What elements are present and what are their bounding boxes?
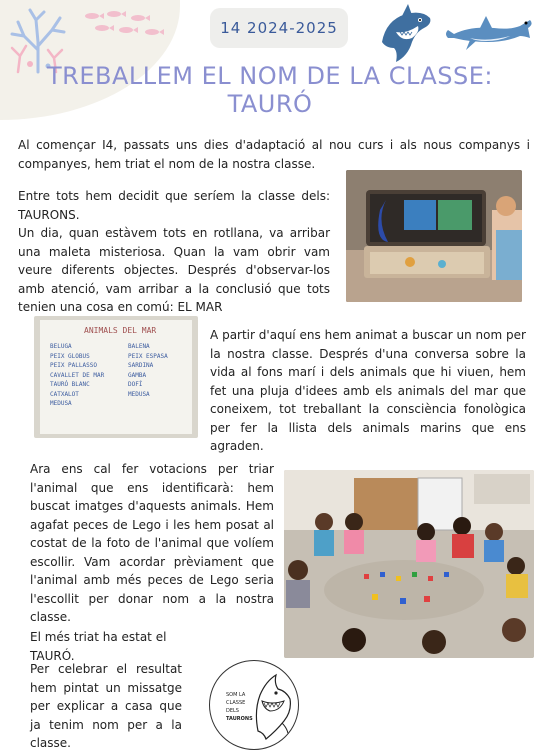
logo-line: TAURONS [226, 716, 253, 722]
voting-circle-photo [284, 470, 534, 658]
logo-line: CLASSE [226, 700, 246, 706]
list-item: BALENA [128, 343, 150, 350]
list-item: SARDINA [128, 362, 154, 369]
intro-paragraph: Al començar I4, passats uns dies d'adaptació al nou curs i als nous companys i companyes, hem triat el nom de la nostra classe. [18, 138, 530, 171]
list-item: PEIX ESPASA [128, 352, 168, 360]
chosen-animal-paragraph: El més triat ha estat el TAURÓ. [30, 630, 167, 663]
voting-paragraph: Ara ens cal fer votacions per triar l'animal que ens identificarà: hem buscat imatges d'aquests animals. Hem agafat peces de Lego i les hem posat al costat de la foto de l'animal que volíem escollir. Vam acordar prèviament que l'animal amb més peces de Lego seria l'escollit per donar nom a la nostra classe. [30, 462, 274, 624]
list-item: GAMBA [128, 371, 147, 379]
list-item: PEIX GLOBUS [50, 352, 90, 360]
whiteboard [40, 320, 192, 434]
logo-line: SOM LA [226, 692, 246, 698]
list-item: CAVALLET DE MAR [50, 371, 105, 379]
shark-drawing-icon [210, 661, 299, 750]
school-year-badge: 14 2024-2025 [210, 8, 348, 48]
whiteboard-title: ANIMALS DEL MAR [84, 326, 157, 335]
list-item: BELUGA [50, 343, 72, 350]
page-title [20, 62, 520, 118]
shark-icon [372, 2, 438, 68]
celebration-paragraph: Per celebrar el resultat hem pintat un missatge per explicar a casa que ja tenim nom per a la classe. [30, 662, 182, 750]
title-line-2: TAURÓ [227, 90, 313, 118]
whiteboard-column-1 [50, 342, 104, 409]
suitcase-photo [346, 170, 522, 302]
list-item: TAURÓ BLANC [50, 381, 90, 388]
list-item: MEDUSA [128, 390, 150, 398]
hammerhead-shark-icon [440, 8, 536, 54]
list-item: CATXALOT [50, 390, 79, 398]
class-logo [209, 660, 299, 750]
logo-line: DELS [226, 708, 239, 714]
fish-school-icon [80, 8, 170, 42]
list-item: DOFÍ [128, 381, 143, 388]
whiteboard-photo [34, 316, 198, 438]
title-line-1: TREBALLEM EL NOM DE LA CLASSE: [46, 62, 494, 90]
whiteboard-column-2 [128, 342, 168, 399]
list-item: PEIX PALLASSO [50, 362, 97, 369]
animals-paragraph: A partir d'aquí ens hem animat a buscar un nom per la nostra classe. Després d'una conversa sobre la vida al fons marí i dels animals que hi viuen, hem fet una pluja d'idees amb els animals del mar que coneixem, tot treballant la consciència fonològica per fer la llista dels animals marins que ens agraden. [210, 328, 526, 453]
list-item: MEDUSA [50, 400, 72, 407]
suitcase-paragraph: Entre tots hem decidit que seríem la classe dels: TAURONS. Un dia, quan estàvem tots en rotllana, va arribar una maleta misteriosa. Quan la vam obrir vam veure diferents objectes. Després d'observar-los amb atenció, vam arribar a la conclusió que tots tenien una cosa en comú: EL MAR [18, 189, 330, 314]
